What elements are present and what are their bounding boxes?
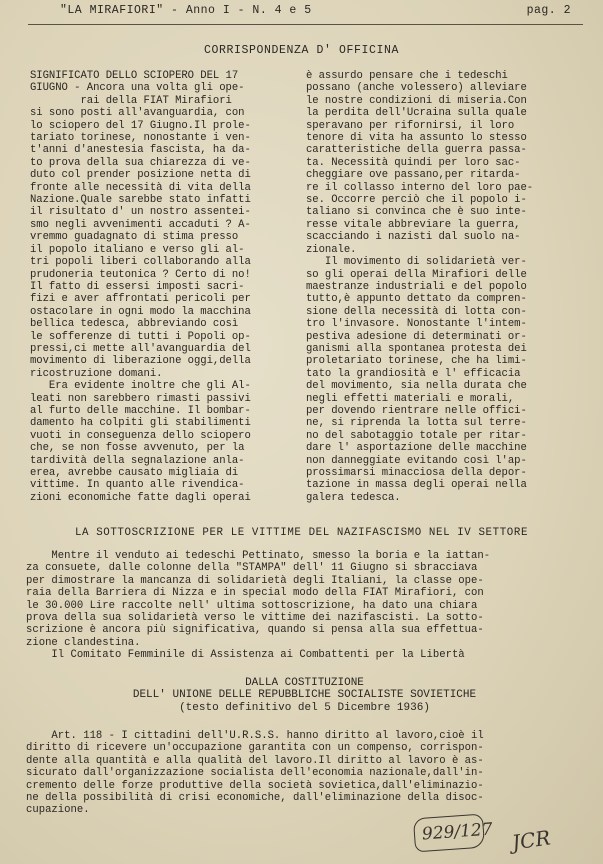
text-line: Il fatto di essersi imposti sacri- xyxy=(30,280,245,293)
text-line: ne della possibilità di crisi economiche, dall'eliminazione della disoc- xyxy=(26,792,484,805)
text-line: non danneggiate evitando così l'ap- xyxy=(306,454,527,467)
text-line: sicurato dall'organizzazione socialista dell'economia nazionale,dall'in- xyxy=(26,767,484,780)
text-line: tutto,è appunto dettato da compren- xyxy=(306,293,527,306)
text-line: lo sciopero del 17 Giugno.Il prole- xyxy=(30,119,251,132)
text-line: maestranze industriali e del popolo xyxy=(306,280,527,293)
text-line: re il collasso interno del loro pae- xyxy=(306,181,534,194)
text-line: è assurdo pensare che i tedeschi xyxy=(306,70,508,82)
text-line: Il Comitato Femminile di Assistenza ai Combattenti per la Libertà xyxy=(26,649,465,662)
text-line: GIUGNO - Ancora una volta gli ope- xyxy=(30,82,245,95)
text-line: rai della FIAT Mirafiori xyxy=(30,94,232,107)
page-number: pag. 2 xyxy=(526,4,571,17)
text-line: proletariato torinese, che ha limi- xyxy=(306,355,527,368)
section-title-correspondence: CORRISPONDENZA D' OFFICINA xyxy=(203,44,400,57)
title-line: (testo definitivo del 5 Dicembre 1936) xyxy=(179,701,430,714)
text-line: cupazione. xyxy=(26,804,90,817)
text-line: tato la grandiosità e l' efficacia xyxy=(306,367,521,380)
text-line: ostacolare in ogni modo la macchina xyxy=(30,305,251,318)
handwritten-initials: JCR xyxy=(510,825,552,855)
text-line: negli effetti materiali e morali, xyxy=(306,392,515,405)
text-line: fizi e aver affrontati pericoli per xyxy=(30,293,251,306)
text-line: leati non sarebbero rimasti passivi xyxy=(30,392,251,405)
text-line: Il movimento di solidarietà ver- xyxy=(306,256,527,269)
text-line: to prova della sua chiarezza di ve- xyxy=(30,156,251,169)
text-line: sione della necessità di lotta con- xyxy=(306,305,527,318)
text-line: raia della Barriera di Nizza e in special modo della FIAT Mirafiori, con xyxy=(26,587,484,600)
text-line: duto col prender posizione netta di xyxy=(30,169,251,182)
text-line: Nazione.Quale sarebbe stato infatti xyxy=(30,194,251,207)
section-title-subscription: LA SOTTOSCRIZIONE PER LE VITTIME DEL NAZIFASCISMO NEL IV SETTORE xyxy=(74,527,529,539)
text-line: al furto delle macchine. Il bombar- xyxy=(30,404,251,417)
text-line: ricostruzione domani. xyxy=(30,367,163,380)
text-line: le 30.000 Lire raccolte nell' ultima sottoscrizione, ha dato una chiara xyxy=(26,599,478,612)
text-line: tri popoli liberi collaborando alla xyxy=(30,256,251,269)
text-line: il risultato d' un nostro assentei- xyxy=(30,206,251,219)
text-line: speravano per rifornirsi, il loro xyxy=(306,119,515,132)
text-line: zione clandestina. xyxy=(26,636,141,649)
text-line: diritto di ricevere un'occupazione garantita con un compenso, corrispon- xyxy=(26,742,484,755)
text-line: tro l'invasore. Nonostante l'intem- xyxy=(306,318,527,331)
column-left xyxy=(30,70,251,504)
text-line: smo negli avvenimenti accaduti ? A- xyxy=(30,218,251,231)
text-line: t'anni d'anestesia fascista, ha da- xyxy=(30,144,251,157)
text-line: scacciando i nazisti dal suolo na- xyxy=(306,231,521,244)
text-line: pestiva adesione di determinati or- xyxy=(306,330,527,343)
text-line: za consuete, dalle colonne della "STAMPA" dell' 11 Giugno si sbracciava xyxy=(26,562,478,575)
text-line: prova della sua solidarietà verso le vittime dei nazifascisti. La sotto- xyxy=(26,612,484,625)
text-line: Mentre il venduto ai tedeschi Pettinato, smesso la boria e la iattan- xyxy=(26,550,491,562)
text-line: del movimento, sia nella durata che xyxy=(306,380,527,393)
text-line: dente alla quantità e alla qualità del lavoro.Il diritto al lavoro è as- xyxy=(26,754,484,767)
text-line: prudoneria teutonica ? Certo di no! xyxy=(30,268,251,281)
text-line: no del sabotaggio totale per ritar- xyxy=(306,429,527,442)
text-line: dare l' asportazione delle macchine xyxy=(306,442,527,455)
text-line: se. Occorre perciò che il popolo i- xyxy=(306,194,527,207)
page-header xyxy=(60,4,575,22)
text-line: caratteristiche della guerra passa- xyxy=(306,144,527,157)
text-line: ta. Necessità quindi per loro sac- xyxy=(306,156,521,169)
text-line: zioni economiche fatte dagli operai xyxy=(30,491,251,504)
text-line: le sofferenze di tutti i Popoli op- xyxy=(30,330,251,343)
text-line: si sono posti all'avanguardia, con xyxy=(30,107,245,120)
text-line: movimento di liberazione oggi,della xyxy=(30,355,251,368)
text-line: ne, si riprenda la lotta sul terre- xyxy=(306,417,527,430)
text-line: vittime. In quanto alle rivendica- xyxy=(30,479,245,492)
text-line: tazione in massa degli operai nella xyxy=(306,479,527,492)
text-line: fronte alle necessità di vita della xyxy=(30,181,251,194)
constitution-text xyxy=(26,730,583,817)
text-line: damento ha colpiti gli stabilimenti xyxy=(30,417,251,430)
text-line: Era evidente inoltre che gli Al- xyxy=(30,380,251,393)
text-line: resse vitale abbreviare la guerra, xyxy=(306,218,521,231)
text-line: prossimarsi minacciosa della depor- xyxy=(306,467,527,479)
header-rule xyxy=(28,24,583,25)
publication-line: "LA MIRAFIORI" - Anno I - N. 4 e 5 xyxy=(60,4,312,17)
text-line: per dimostrare la mancanza di solidarietà degli Italiani, la classe ope- xyxy=(26,574,484,587)
text-line: tenore di vita ha assunto lo stesso xyxy=(306,132,527,145)
text-line: so gli operai della Mirafiori delle xyxy=(306,268,527,281)
text-line: il popolo italiano e verso gli al- xyxy=(30,243,245,256)
title-line: DELL' UNIONE DELLE REPUBBLICHE SOCIALISTE SOVIETICHE xyxy=(132,689,477,702)
text-line: pressi,ci mette all'avanguardia del xyxy=(30,342,251,355)
text-line: galera tedesca. xyxy=(306,491,401,504)
text-line: possano (anche volessero) alleviare xyxy=(306,82,527,95)
text-line: vremmo guadagnato di stima presso xyxy=(30,231,239,244)
text-line: cremento delle forze produttive della società sovietica,dall'eliminazio- xyxy=(26,779,484,792)
text-line: vuoti in conseguenza dello sciopero xyxy=(30,429,251,442)
column-right xyxy=(306,70,533,504)
archive-number: 929/127 xyxy=(421,819,494,845)
text-line: tariato torinese, nonostante i ven- xyxy=(30,132,251,145)
title-line: DALLA COSTITUZIONE xyxy=(245,677,364,689)
text-line: le nostre condizioni di miseria.Con xyxy=(306,94,527,107)
text-line: SIGNIFICATO DELLO SCIOPERO DEL 17 xyxy=(30,70,239,82)
subscription-text xyxy=(26,550,583,662)
text-line: zionale. xyxy=(306,243,357,256)
text-line: scrizione è ancora più significativa, quando si pensa alla sua effettua- xyxy=(26,624,484,637)
text-line: Art. 118 - I cittadini dell'U.R.S.S. hanno diritto al lavoro,cioè il xyxy=(26,730,484,742)
text-line: ganismi alla spontanea protesta dei xyxy=(306,342,527,355)
text-line: che, se non fosse avvenuto, per la xyxy=(30,442,245,455)
text-line: erea, avrebbe causato migliaia di xyxy=(30,467,239,479)
text-line: taliano si convinca che è suo inte- xyxy=(306,206,527,219)
text-line: cheggiare ove passano,per ritarda- xyxy=(306,169,521,182)
text-line: tardività della segnalazione anla- xyxy=(30,454,245,467)
text-line: la perdita dell'Ucraina sulla quale xyxy=(306,107,527,120)
constitution-title xyxy=(26,677,583,714)
text-line: per dovendo rientrare nelle offici- xyxy=(306,404,527,417)
text-line: bellica tedesca, abbreviando così xyxy=(30,318,239,331)
